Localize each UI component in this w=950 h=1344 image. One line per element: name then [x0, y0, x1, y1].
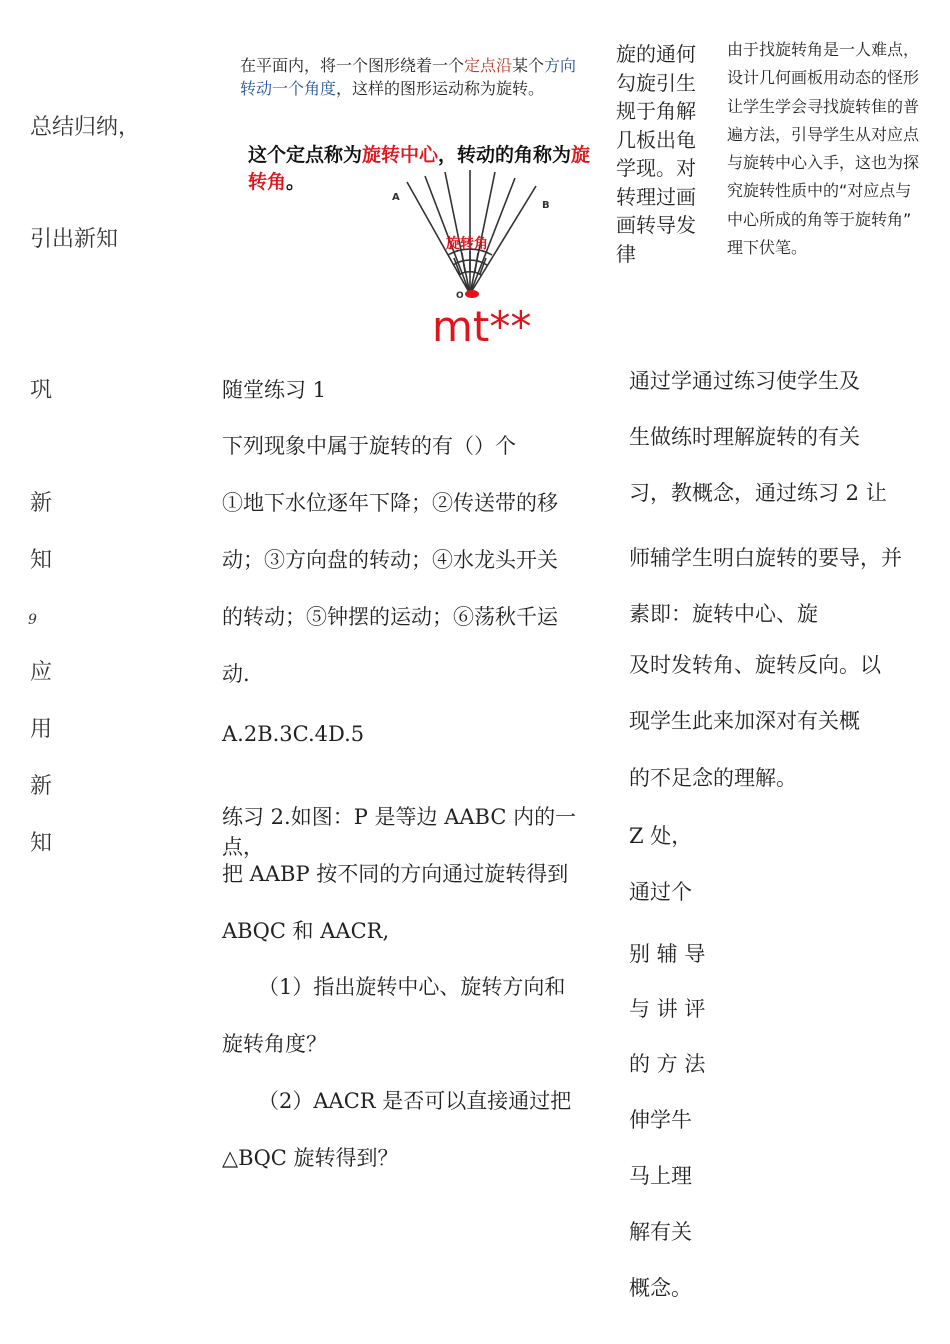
- section-label-summary: 总结归纳，: [30, 115, 141, 140]
- note-line: 与旋转中心入手，这也为探: [727, 153, 920, 173]
- note-line: 理下伏笔。: [727, 238, 808, 258]
- section-char: 知: [30, 548, 53, 573]
- note-line: 中心所成的角等于旋转角”: [727, 209, 912, 229]
- exercise-2-subquestion: （2）AACR 是否可以直接通过把: [258, 1089, 572, 1113]
- design-intent-note: [727, 36, 947, 262]
- mt-caption: mt**: [432, 302, 532, 351]
- section-char: 知: [30, 831, 53, 856]
- column-line: 勾旋引生: [616, 70, 696, 95]
- column-line: 规于角解: [616, 99, 696, 123]
- definition-highlight: 方向转动一个角度: [240, 56, 577, 98]
- angle-label: 旋转角: [446, 236, 488, 252]
- exercise-line: 的转动；⑤钟摆的运动；⑥荡秋千运: [222, 605, 558, 629]
- note-line: 素即：旋转中心、旋: [629, 602, 818, 626]
- section-label-new-knowledge: 引出新知: [30, 227, 119, 252]
- rotation-fan-diagram: [380, 168, 580, 308]
- section-char: 9: [28, 612, 37, 628]
- exercise-2-line: 练习 2.如图：P 是等边 AABC 内的一点，: [222, 805, 577, 859]
- point-o-label: O: [456, 291, 464, 301]
- note-line: 通过个: [629, 880, 692, 904]
- definition-text: ，这样的图形运动称为旋转。: [336, 79, 545, 98]
- exercise-2-line: ABQC 和 AACR,: [222, 919, 390, 943]
- point-a-label: A: [392, 192, 400, 203]
- definition-highlight: 定点沿: [464, 56, 513, 75]
- note-line: 的 方 法: [629, 1052, 706, 1076]
- note-line: 及时发转角、旋转反向。以: [629, 653, 881, 677]
- exercise-question: 下列现象中属于旋转的有（）个: [222, 434, 516, 458]
- note-line: 与 讲 评: [629, 997, 706, 1021]
- exercise-line: 动.: [222, 662, 250, 686]
- exercise-options: A.2B.3C.4D.5: [222, 722, 365, 746]
- rotation-center-dot: [465, 290, 479, 298]
- title-text: ，转动的角称为: [438, 144, 572, 166]
- column-line: 律: [616, 241, 636, 266]
- column-line: 画转导发: [616, 213, 696, 237]
- exercise-2-line: 旋转角度？: [222, 1032, 327, 1056]
- note-line: 习，教概念，通过练习 2 让: [629, 481, 887, 505]
- note-line: 伸学牛: [629, 1108, 692, 1132]
- column-line: 几板出龟: [616, 127, 696, 152]
- section-char: 新: [30, 491, 53, 516]
- title-highlight: 旋转角: [248, 144, 591, 193]
- note-line: 解有关: [629, 1220, 692, 1244]
- note-line: Z 处，: [629, 824, 693, 848]
- exercise-2-line: 把 AABP 按不同的方向通过旋转得到: [222, 862, 569, 886]
- exercise-line: 动；③方向盘的转动；④水龙头开关: [222, 548, 558, 572]
- section-char: 用: [30, 717, 53, 742]
- column-line: 学现。对: [616, 156, 696, 180]
- note-line: 生做练时理解旋转的有关: [629, 425, 860, 449]
- note-line: 让学生学会寻找旋转隹的普: [727, 96, 920, 116]
- exercise-line: ①地下水位逐年下降；②传送带的移: [222, 491, 558, 515]
- note-line: 通过学通过练习使学生及: [629, 369, 860, 393]
- note-line: 设计几何画板用动态的怪形: [727, 68, 920, 88]
- teaching-design-column: [616, 40, 708, 268]
- rotation-definition: [240, 54, 580, 100]
- note-line: 的不足念的理解。: [629, 766, 797, 790]
- exercise-2-subquestion: （1）指出旋转中心、旋转方向和: [258, 975, 566, 999]
- note-line: 由于找旋转角是一人难点，: [727, 40, 920, 59]
- definition-text: 在平面内，将一个图形绕着一个: [240, 56, 465, 75]
- column-line: 转理过画: [616, 184, 696, 209]
- column-line: 旋的通何: [616, 42, 696, 66]
- section-char: 新: [30, 774, 53, 799]
- note-line: 遍方法，引导学生从对应点: [727, 124, 920, 144]
- note-line: 别 辅 导: [629, 942, 706, 966]
- point-b-label: B: [542, 200, 550, 211]
- exercise-2-line: △BQC 旋转得到？: [222, 1146, 399, 1170]
- section-char: 应: [30, 660, 53, 685]
- exercise-heading: 随堂练习 1: [222, 378, 327, 402]
- note-line: 概念。: [629, 1276, 692, 1300]
- note-line: 究旋转性质中的“对应点与: [727, 181, 912, 201]
- note-line: 师辅学生明白旋转的要导，并: [629, 546, 902, 570]
- note-line: 马上理: [629, 1164, 692, 1188]
- title-text: 这个定点称为: [248, 144, 363, 166]
- note-line: 现学生此来加深对有关概: [629, 709, 860, 733]
- title-text: 。: [286, 171, 306, 193]
- section-char: 巩: [30, 378, 53, 403]
- definition-text: 某个: [512, 56, 545, 75]
- title-highlight: 旋转中心: [362, 144, 439, 166]
